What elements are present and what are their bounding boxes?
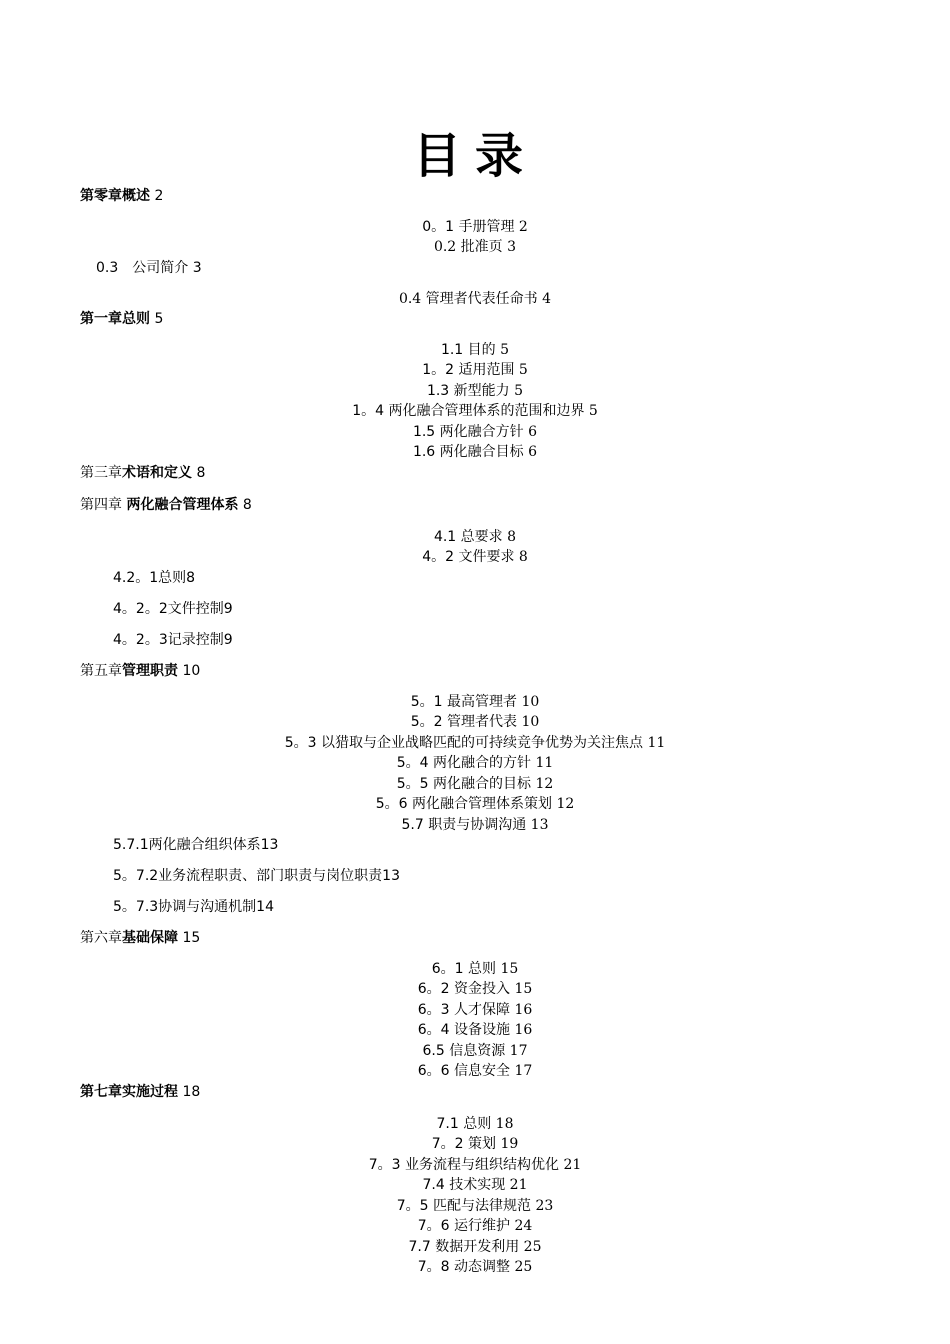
toc-section-entry: [0, 733, 950, 753]
section-title: 0.2 批准页 3: [433, 239, 517, 255]
section-number: 6。2: [417, 981, 454, 997]
section-title: 两化融合目标 6: [439, 444, 538, 460]
section-number: 6。6: [417, 1063, 454, 1079]
chapter-title: 术语和定义: [122, 465, 192, 481]
section-number: 6。4: [417, 1022, 454, 1038]
section-title: 设备设施 16: [454, 1022, 533, 1038]
page-number: 5: [150, 311, 164, 327]
chapter-title: 基础保障: [122, 930, 178, 946]
toc-section-entry: [0, 1061, 950, 1081]
section-number: 1.3: [426, 383, 454, 399]
section-number: 7.1: [436, 1116, 464, 1132]
toc-section-entry: [0, 979, 950, 999]
section-title: 两化融合管理体系策划 12: [412, 796, 575, 812]
section-title: 资金投入 15: [454, 981, 533, 997]
toc-section-entry: [0, 527, 950, 547]
toc-chapter-entry: [80, 495, 252, 515]
section-number: 1.1: [440, 342, 468, 358]
toc-chapter-entry: [80, 309, 163, 329]
section-number: 7。3: [368, 1157, 405, 1173]
toc-section-entry: [0, 340, 950, 360]
chapter-prefix: 第四章: [80, 497, 127, 513]
toc-subsection-entry: 5。7.2业务流程职责、部门职责与岗位职责13: [113, 868, 400, 884]
section-title: 最高管理者 10: [447, 694, 540, 710]
toc-subsection-entry: 5.7.1两化融合组织体系13: [113, 837, 279, 853]
toc-subsection-entry: 4.2。1总则8: [113, 570, 196, 586]
section-title: 手册管理 2: [458, 219, 528, 235]
section-title: 两化融合的方针 11: [433, 755, 554, 771]
section-title: 文件要求 8: [458, 549, 528, 565]
section-number: 5。1: [410, 694, 447, 710]
toc-chapter-entry: [80, 928, 200, 948]
section-title: 两化融合的目标 12: [433, 776, 554, 792]
toc-section-entry: [0, 1000, 950, 1020]
section-title: 总要求 8: [460, 529, 517, 545]
section-title: 信息资源 17: [449, 1043, 528, 1059]
section-title: 目的 5: [467, 342, 510, 358]
page-number: 15: [178, 930, 201, 946]
toc-section-entry: [0, 401, 950, 421]
toc-section-entry: [0, 422, 950, 442]
toc-section-entry: [0, 712, 950, 732]
toc-section-entry: [0, 442, 950, 462]
section-number: 5。6: [375, 796, 412, 812]
section-number: 1。4: [352, 403, 389, 419]
section-number: 7.4: [422, 1177, 450, 1193]
section-title: 总则 15: [468, 961, 519, 977]
toc-section-entry: [0, 1155, 950, 1175]
toc-section-entry: [0, 360, 950, 380]
section-title: 运行维护 24: [454, 1218, 533, 1234]
toc-section-entry: [0, 1134, 950, 1154]
toc-subsection-entry: 4。2。2文件控制9: [113, 601, 233, 617]
page-number: 8: [238, 497, 252, 513]
section-number: 6。1: [431, 961, 468, 977]
toc-section-entry: [0, 1237, 950, 1257]
chapter-prefix: 第三章: [80, 465, 122, 481]
section-number: 1.6: [412, 444, 440, 460]
section-title: 动态调整 25: [454, 1259, 533, 1275]
toc-title: 目录: [412, 128, 537, 184]
toc-section-entry: [0, 1175, 950, 1195]
section-number: 7.7: [408, 1239, 436, 1255]
chapter-title: 第一章总则: [80, 311, 150, 327]
section-title: 0.4 管理者代表任命书 4: [398, 291, 552, 307]
toc-subsection-entry: 5。7.3协调与沟通机制14: [113, 899, 274, 915]
section-title: 管理者代表 10: [447, 714, 540, 730]
section-title: 技术实现 21: [449, 1177, 528, 1193]
toc-section-entry: [0, 1114, 950, 1134]
chapter-title: 第七章实施过程: [80, 1084, 178, 1100]
section-number: 5。4: [396, 755, 433, 771]
section-number: 7。2: [431, 1136, 468, 1152]
section-title: 数据开发利用 25: [435, 1239, 542, 1255]
section-title: 匹配与法律规范 23: [433, 1198, 554, 1214]
toc-section-entry: [0, 959, 950, 979]
toc-section-entry: [0, 1041, 950, 1061]
toc-section-entry: [0, 289, 950, 309]
toc-subsection-entry: 0.3 公司简介 3: [96, 260, 202, 276]
page-number: 10: [178, 663, 201, 679]
toc-section-entry: [0, 753, 950, 773]
section-title: 职责与协调沟通 13: [428, 817, 549, 833]
section-number: 7。8: [417, 1259, 454, 1275]
chapter-title: 管理职责: [122, 663, 178, 679]
toc-section-entry: [0, 1020, 950, 1040]
toc-section-entry: [0, 381, 950, 401]
toc-section-entry: [0, 547, 950, 567]
toc-section-entry: [0, 237, 950, 257]
toc-chapter-entry: [80, 1082, 200, 1102]
toc-section-entry: [0, 217, 950, 237]
chapter-prefix: 第五章: [80, 663, 122, 679]
toc-chapter-entry: [80, 186, 163, 206]
section-number: 4.1: [433, 529, 461, 545]
toc-section-entry: [0, 1196, 950, 1216]
section-title: 信息安全 17: [454, 1063, 533, 1079]
toc-section-entry: [0, 774, 950, 794]
section-number: 1。2: [422, 362, 459, 378]
section-number: 6.5: [422, 1043, 450, 1059]
section-title: 两化融合方针 6: [439, 424, 538, 440]
chapter-prefix: 第六章: [80, 930, 122, 946]
section-title: 业务流程与组织结构优化 21: [405, 1157, 582, 1173]
section-number: 0。1: [422, 219, 459, 235]
section-number: 5。2: [410, 714, 447, 730]
section-title: 新型能力 5: [453, 383, 524, 399]
section-number: 5.7: [401, 817, 429, 833]
section-number: 5。5: [396, 776, 433, 792]
page-number: 8: [192, 465, 206, 481]
section-number: 5。3: [284, 735, 321, 751]
chapter-title: 第零章概述: [80, 188, 150, 204]
page-number: 18: [178, 1084, 201, 1100]
toc-chapter-entry: [80, 463, 205, 483]
section-title: 总则 18: [463, 1116, 514, 1132]
section-number: 7。6: [417, 1218, 454, 1234]
toc-section-entry: [0, 815, 950, 835]
section-title: 适用范围 5: [458, 362, 528, 378]
toc-chapter-entry: [80, 661, 200, 681]
toc-subsection-entry: 4。2。3记录控制9: [113, 632, 233, 648]
toc-section-entry: [0, 692, 950, 712]
chapter-title: 两化融合管理体系: [126, 497, 239, 513]
section-title: 策划 19: [468, 1136, 519, 1152]
section-title: 人才保障 16: [454, 1002, 533, 1018]
section-title: 两化融合管理体系的范围和边界 5: [388, 403, 598, 419]
page-number: 2: [150, 188, 164, 204]
toc-section-entry: [0, 794, 950, 814]
toc-section-entry: [0, 1216, 950, 1236]
section-number: 1.5: [412, 424, 440, 440]
section-title: 以猎取与企业战略匹配的可持续竞争优势为关注焦点 11: [321, 735, 666, 751]
section-number: 7。5: [396, 1198, 433, 1214]
toc-section-entry: [0, 1257, 950, 1277]
section-number: 4。2: [422, 549, 459, 565]
section-number: 6。3: [417, 1002, 454, 1018]
